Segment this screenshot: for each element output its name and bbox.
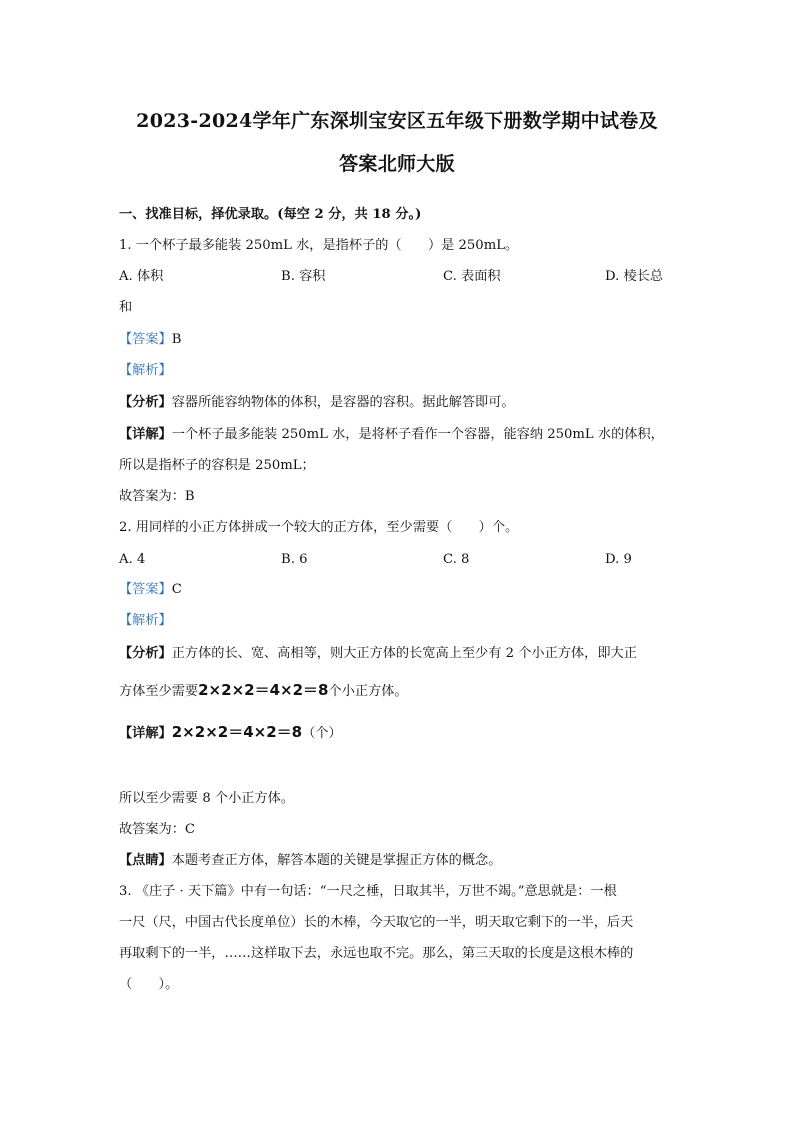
title-line-2: 答案北师大版: [339, 153, 455, 175]
q2-fenxi-line: 【分析】正方体的长、宽、高相等，则大正方体的长宽高上至少有 2 个小正方体，即大正: [119, 646, 637, 661]
q2-option-c: C. 8: [443, 552, 470, 567]
q1-option-wrap: 和: [119, 300, 133, 315]
q2-dianjing: 本题考查正方体，解答本题的关键是掌握正方体的概念。: [171, 853, 502, 868]
answer-label: 【答案】: [119, 332, 172, 347]
q1-fenxi-line: 【分析】容器所能容纳物体的体积，是容器的容积。据此解答即可。: [119, 395, 515, 410]
q1-xiangjie-1: 一个杯子最多能装 250mL 水，是将杯子看作一个容器，能容纳 250mL 水的体积，: [171, 427, 664, 442]
q1-answer: B: [171, 332, 182, 347]
q2-stem: 2. 用同样的小正方体拼成一个较大的正方体，至少需要（ ）个。: [119, 520, 519, 535]
q2-conclusion: 故答案为：C: [119, 822, 196, 837]
q1-xiangjie-line: 【详解】一个杯子最多能装 250mL 水，是将杯子看作一个容器，能容纳 250mL 水的体积，: [119, 427, 664, 442]
q2-option-a: A. 4: [119, 552, 146, 567]
q1-option-d: D. 棱长总: [605, 269, 664, 284]
q2-fenxi-line-2: 方体至少需要2×2×2＝4×2＝8个小正方体。: [119, 681, 408, 699]
q1-fenxi: 容器所能容纳物体的体积，是容器的容积。据此解答即可。: [171, 395, 515, 410]
q2-answer: C: [171, 582, 182, 597]
q1-option-a: A. 体积: [119, 269, 164, 284]
q3-line-4: （ ）。: [119, 977, 179, 992]
q2-analysis-label: 【解析】: [119, 613, 172, 628]
q3-line-2: 一尺（尺，中国古代长度单位）长的木棒，今天取它的一半，明天取它剩下的一半，后天: [119, 915, 634, 930]
title-line-1: 2023-2024学年广东深圳宝安区五年级下册数学期中试卷及: [136, 110, 658, 132]
q1-analysis-label: 【解析】: [119, 363, 172, 378]
q1-stem: 1. 一个杯子最多能装 250mL 水，是指杯子的（ ）是 250mL。: [119, 238, 519, 253]
q2-xiangjie-line: 【详解】2×2×2＝4×2＝8（个）: [119, 723, 342, 741]
q1-option-c: C. 表面积: [443, 269, 501, 284]
q2-summary: 所以至少需要 8 个小正方体。: [119, 791, 295, 806]
q2-option-b: B. 6: [281, 552, 308, 567]
q1-conclusion: 故答案为：B: [119, 489, 195, 504]
q1-answer-line: [119, 331, 181, 349]
q2-dianjing-line: 【点睛】本题考查正方体，解答本题的关键是掌握正方体的概念。: [119, 853, 502, 868]
q3-line-3: 再取剩下的一半，……这样取下去，永远也取不完。那么，第三天取的长度是这根木棒的: [119, 946, 634, 961]
q2-option-d: D. 9: [605, 552, 632, 567]
q2-fenxi-1: 正方体的长、宽、高相等，则大正方体的长宽高上至少有 2 个小正方体，即大正: [171, 646, 637, 661]
q3-line-1: 3. 《庄子 · 天下篇》中有一句话：“一尺之棰，日取其半，万世不竭。”意思就是：一根: [119, 884, 617, 899]
q2-xiangjie-formula: 2×2×2＝4×2＝8: [171, 723, 303, 741]
q2-fenxi-formula: 2×2×2＝4×2＝8: [198, 681, 329, 699]
section-heading: 一、找准目标，择优录取。(每空 2 分，共 18 分。): [119, 207, 422, 222]
q2-answer-line: 【答案】C: [119, 582, 182, 597]
q1-option-b: B. 容积: [281, 269, 326, 284]
q1-xiangjie-2: 所以是指杯子的容积是 250mL；: [119, 458, 315, 473]
